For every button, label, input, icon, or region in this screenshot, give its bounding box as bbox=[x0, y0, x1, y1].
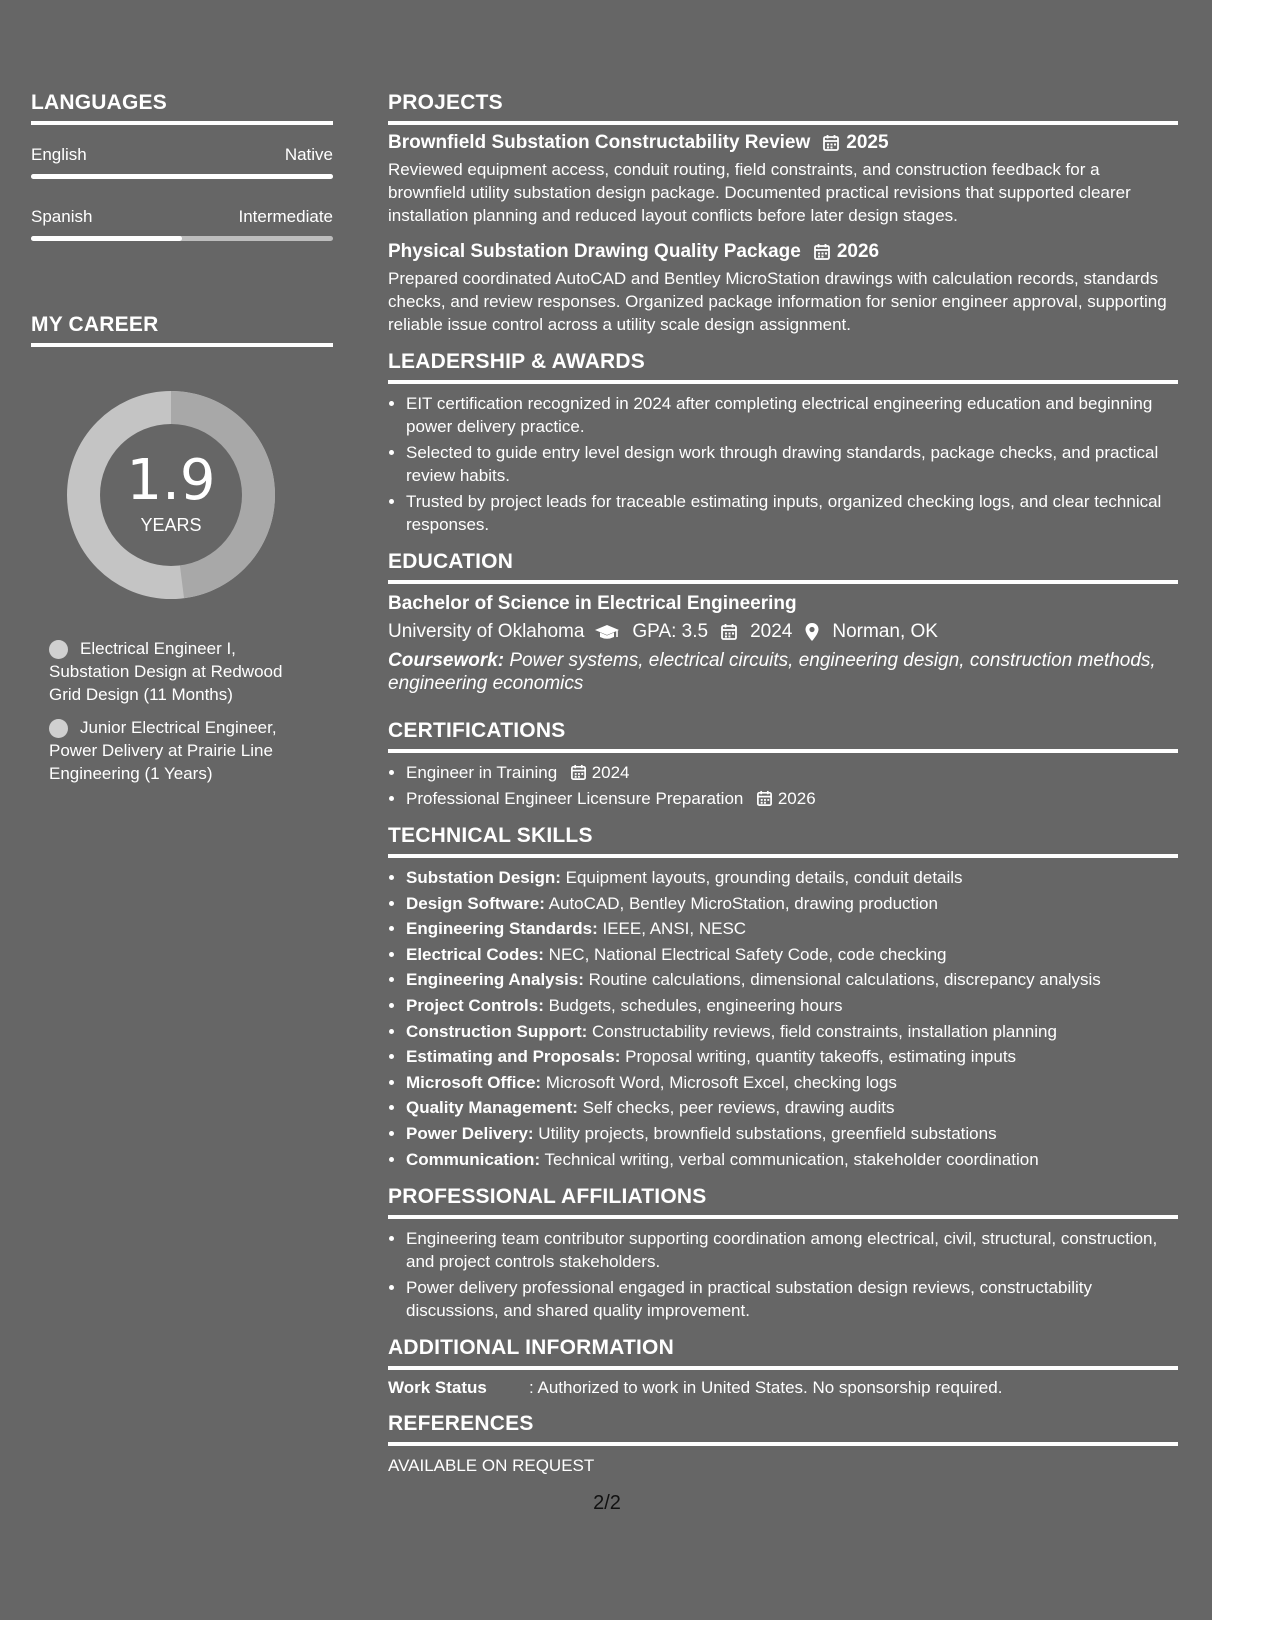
affiliations-section bbox=[388, 1185, 1178, 1322]
degree-title: Bachelor of Science in Electrical Engineering bbox=[388, 593, 797, 614]
skill-label: Engineering Analysis: bbox=[406, 970, 584, 990]
skill-label: Estimating and Proposals: bbox=[406, 1047, 621, 1067]
project-year: 2025 bbox=[846, 132, 889, 153]
calendar-icon bbox=[813, 243, 831, 261]
affiliation-item: • Engineering team contributor supporting coordination among electrical, civil, structural, construction, and project controls stakeholders. bbox=[406, 1227, 1178, 1273]
project-entry bbox=[388, 241, 1178, 336]
certification-name: Professional Engineer Licensure Preparation bbox=[406, 789, 744, 808]
coursework bbox=[388, 649, 1178, 695]
skills-section bbox=[388, 824, 1178, 1171]
leadership-item: • Trusted by project leads for traceable estimating inputs, organized checking logs, and clear technical responses. bbox=[406, 490, 1178, 536]
project-name: Physical Substation Drawing Quality Package bbox=[388, 241, 801, 262]
skill-text: Technical writing, verbal communication, stakeholder coordination bbox=[540, 1149, 1039, 1169]
references-section bbox=[388, 1412, 1178, 1476]
skill-label: Quality Management: bbox=[406, 1098, 578, 1118]
calendar-icon bbox=[570, 764, 587, 781]
career-years-donut bbox=[63, 387, 279, 603]
coursework-label: Coursework: bbox=[388, 650, 505, 671]
leadership-list bbox=[388, 392, 1178, 536]
skill-label: Electrical Codes: bbox=[406, 944, 544, 964]
skill-item bbox=[406, 1096, 1178, 1119]
skill-text: Routine calculations, dimensional calculations, discrepancy analysis bbox=[583, 970, 1101, 990]
work-status-label: Work Status bbox=[388, 1377, 487, 1397]
skills-title: TECHNICAL SKILLS bbox=[388, 824, 1178, 858]
project-description: Reviewed equipment access, conduit routing, field constraints, and construction feedback for a brownfield utility substation design package. Documented practical revisions that supported clearer installation planning and reduced layout conflicts before later design stages. bbox=[388, 160, 1131, 225]
skill-item bbox=[406, 1148, 1178, 1171]
language-item bbox=[31, 145, 333, 179]
work-status-row bbox=[388, 1378, 1178, 1398]
skill-item bbox=[406, 1071, 1178, 1094]
career-years-unit: YEARS bbox=[140, 515, 202, 535]
certification-item bbox=[406, 761, 1178, 784]
skill-label: Substation Design: bbox=[406, 868, 561, 887]
project-name: Brownfield Substation Constructability Review bbox=[388, 132, 811, 153]
language-name: English bbox=[31, 145, 87, 164]
skill-item bbox=[406, 994, 1178, 1017]
education-details bbox=[388, 621, 1178, 643]
skills-list bbox=[388, 866, 1178, 1171]
skill-text: Equipment layouts, grounding details, conduit details bbox=[560, 868, 963, 887]
career-item-text: Junior Electrical Engineer, Power Delivery at Prairie Line Engineering (1 Years) bbox=[49, 718, 277, 783]
main-column bbox=[388, 91, 1178, 1490]
projects-section bbox=[388, 91, 1178, 336]
affiliations-title: PROFESSIONAL AFFILIATIONS bbox=[388, 1185, 1178, 1219]
career-item bbox=[49, 716, 311, 785]
language-level: Native bbox=[284, 145, 333, 164]
leadership-item: • Selected to guide entry level design work through drawing standards, package checks, and practical review habits. bbox=[406, 441, 1178, 487]
references-text: AVAILABLE ON REQUEST bbox=[388, 1455, 595, 1475]
certification-item bbox=[406, 787, 1178, 810]
skill-label: Construction Support: bbox=[406, 1021, 588, 1041]
language-name: Spanish bbox=[31, 207, 93, 226]
skill-item bbox=[406, 892, 1178, 915]
career-item bbox=[49, 637, 311, 706]
gpa: GPA: 3.5 bbox=[632, 621, 709, 642]
skill-label: Project Controls: bbox=[406, 995, 544, 1015]
projects-title: PROJECTS bbox=[388, 91, 1178, 125]
skill-text: Constructability reviews, field constraints, installation planning bbox=[587, 1021, 1057, 1041]
skill-item bbox=[406, 866, 1178, 889]
career-item-text: Electrical Engineer I, Substation Design at Redwood Grid Design (11 Months) bbox=[49, 639, 283, 704]
calendar-icon bbox=[720, 623, 738, 641]
graduation-year: 2024 bbox=[750, 621, 793, 642]
education-title: EDUCATION bbox=[388, 550, 1178, 584]
skill-item bbox=[406, 1122, 1178, 1145]
skill-text: NEC, National Electrical Safety Code, code checking bbox=[543, 944, 947, 964]
skill-text: AutoCAD, Bentley MicroStation, drawing production bbox=[544, 893, 938, 913]
language-proficiency-fill bbox=[31, 236, 182, 241]
career-bullet-icon bbox=[49, 719, 68, 738]
language-proficiency-bar bbox=[31, 236, 333, 241]
career-list bbox=[49, 637, 311, 785]
language-proficiency-fill bbox=[31, 174, 333, 179]
certifications-title: CERTIFICATIONS bbox=[388, 719, 1178, 753]
certifications-list bbox=[388, 761, 1178, 810]
skill-text: IEEE, ANSI, NESC bbox=[597, 919, 747, 939]
coursework-text: Power systems, electrical circuits, engineering design, construction methods, engineering economics bbox=[388, 650, 1156, 694]
language-proficiency-bar bbox=[31, 174, 333, 179]
affiliations-list bbox=[388, 1227, 1178, 1322]
skill-item bbox=[406, 1045, 1178, 1068]
certification-name: Engineer in Training bbox=[406, 763, 558, 782]
skill-text: Proposal writing, quantity takeoffs, estimating inputs bbox=[620, 1047, 1017, 1067]
leadership-section bbox=[388, 350, 1178, 536]
career-years-value: 1.9 bbox=[126, 448, 216, 513]
location-pin-icon bbox=[804, 622, 820, 642]
leadership-title: LEADERSHIP & AWARDS bbox=[388, 350, 1178, 384]
project-description: Prepared coordinated AutoCAD and Bentley MicroStation drawings with calculation records, standards checks, and review responses. Organized package information for senior engineer approval, supporting reliable issue control across a utility scale design assignment. bbox=[388, 269, 1167, 334]
leadership-item: • EIT certification recognized in 2024 after completing electrical engineering education and beginning power delivery practice. bbox=[406, 392, 1178, 438]
skill-label: Communication: bbox=[406, 1149, 541, 1169]
education-section bbox=[388, 550, 1178, 695]
school-name: University of Oklahoma bbox=[388, 621, 585, 642]
references-title: REFERENCES bbox=[388, 1412, 1178, 1446]
work-status-value: : Authorized to work in United States. No sponsorship required. bbox=[529, 1377, 1003, 1397]
skill-text: Utility projects, brownfield substations, greenfield substations bbox=[533, 1123, 997, 1143]
certification-year: 2024 bbox=[591, 763, 630, 782]
skill-label: Engineering Standards: bbox=[406, 919, 598, 939]
skill-label: Microsoft Office: bbox=[406, 1072, 542, 1092]
skill-item bbox=[406, 968, 1178, 991]
affiliation-item: • Power delivery professional engaged in practical substation design reviews, constructability discussions, and shared quality improvement. bbox=[406, 1276, 1178, 1322]
language-level: Intermediate bbox=[238, 207, 333, 226]
additional-title: ADDITIONAL INFORMATION bbox=[388, 1336, 1178, 1370]
languages-title: LANGUAGES bbox=[31, 91, 333, 125]
certifications-section bbox=[388, 719, 1178, 810]
certification-year: 2026 bbox=[777, 789, 816, 808]
language-item bbox=[31, 207, 333, 241]
project-year: 2026 bbox=[836, 241, 880, 262]
calendar-icon bbox=[822, 134, 840, 152]
skill-item bbox=[406, 943, 1178, 966]
calendar-icon bbox=[756, 790, 773, 807]
skill-text: Microsoft Word, Microsoft Excel, checking logs bbox=[541, 1072, 897, 1092]
career-title: MY CAREER bbox=[31, 313, 333, 347]
skill-item bbox=[406, 917, 1178, 940]
skill-text: Budgets, schedules, engineering hours bbox=[543, 995, 843, 1015]
skill-label: Power Delivery: bbox=[406, 1123, 534, 1143]
school-location: Norman, OK bbox=[832, 621, 938, 642]
additional-section bbox=[388, 1336, 1178, 1398]
career-bullet-icon bbox=[49, 640, 68, 659]
page-number: 2/2 bbox=[593, 1492, 621, 1514]
graduation-cap-icon bbox=[594, 623, 620, 641]
skill-label: Design Software: bbox=[406, 893, 545, 913]
skill-text: Self checks, peer reviews, drawing audits bbox=[577, 1098, 895, 1118]
skill-item bbox=[406, 1020, 1178, 1043]
project-entry bbox=[388, 132, 1178, 227]
sidebar bbox=[31, 91, 333, 795]
